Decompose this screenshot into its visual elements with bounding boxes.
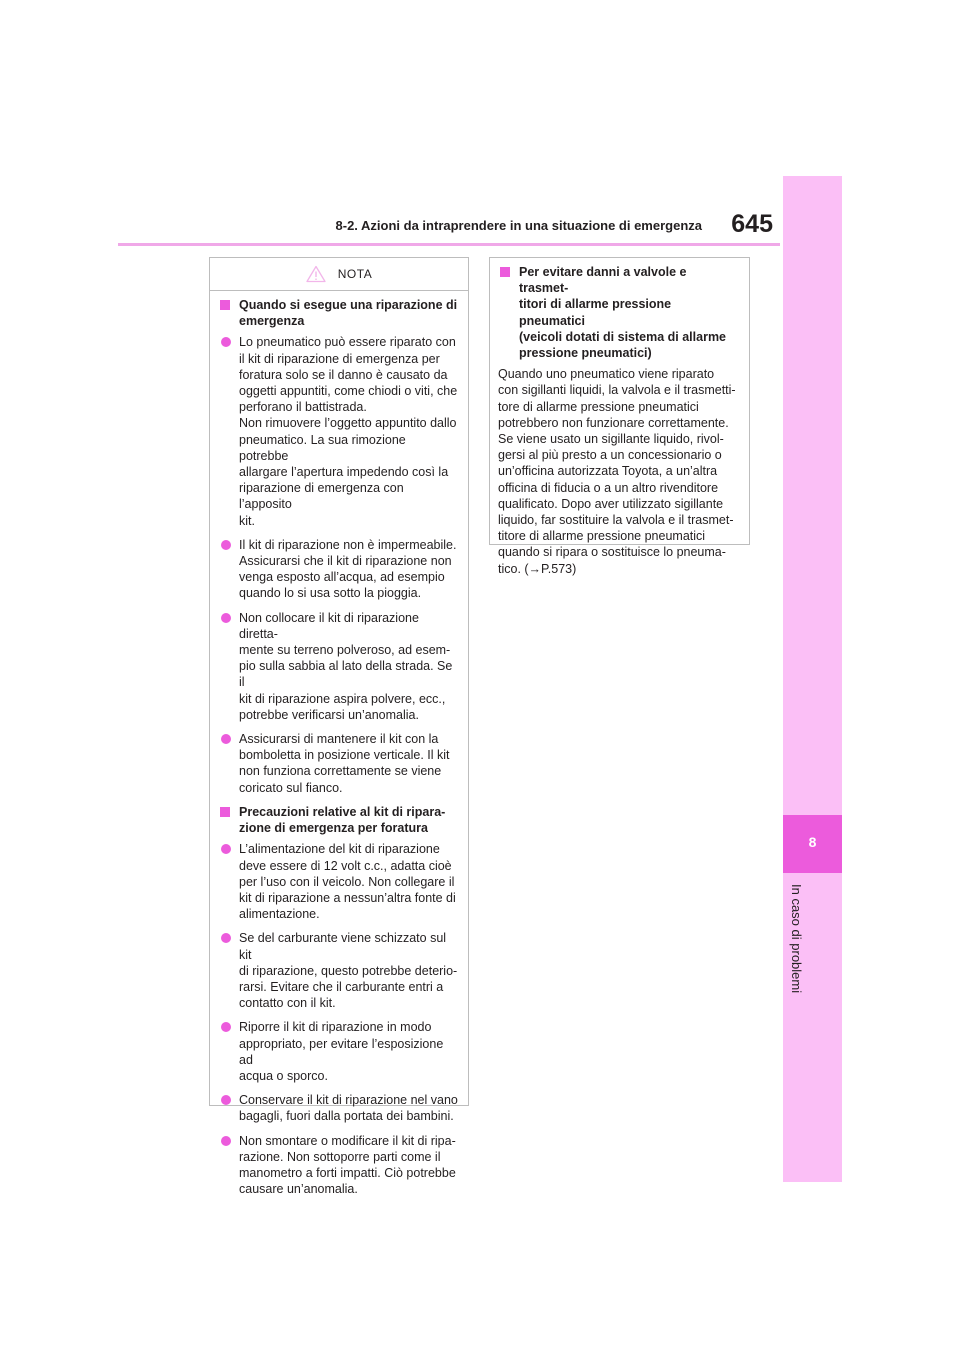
list-item: Riporre il kit di riparazione in modo appropriato, per evitare l’esposizione ad acqua o sporco. xyxy=(218,1019,458,1084)
round-bullet-icon xyxy=(221,1022,231,1032)
section-title: 8-2. Azioni da intraprendere in una situazione di emergenza xyxy=(335,218,702,233)
note-box xyxy=(209,257,469,1197)
page-number: 645 xyxy=(731,210,773,238)
list-item: Lo pneumatico può essere riparato con il kit di riparazione di emergenza per foratura solo se il danno è causato da oggetti appuntiti, come chiodi o viti, che perforano il battistrada. Non rimuovere l’oggetto appuntito dallo pneumatico. La sua rimozione potrebbe allargare l’apertura impedendo così la riparazione di emergenza con l’apposito kit. xyxy=(218,334,458,528)
round-bullet-icon xyxy=(221,734,231,744)
section-heading: Per evitare danni a valvole e trasmet- titori di allarme pressione pneumatici (veicoli dotati di sistema di allarme pressione pneumatici) xyxy=(498,264,739,361)
list-item: Se del carburante viene schizzato sul kit di riparazione, questo potrebbe deterio- rarsi. Evitare che il carburante entri a contatto con il kit. xyxy=(218,930,458,1011)
square-bullet-icon xyxy=(220,807,230,817)
chapter-side-tab xyxy=(783,176,842,1182)
round-bullet-icon xyxy=(221,1136,231,1146)
paragraph: Quando uno pneumatico viene riparato con sigillanti liquidi, la valvola e il trasmetti- tore di allarme pressione pneumatici potrebbero non funzionare correttamente. Se viene usato un sigillante liquido, rivol- gersi al più presto a un concessionario o un’officina autorizzata Toyota, a un’altra officina di fiducia o a un altro rivenditore qualificato. Dopo aver utilizzato sigillante liquido, far sostituire la valvola e il trasmet- titore di allarme pressione pneumatici quando si ripara o sostituisce lo pneuma- tico. (→P.573) xyxy=(498,367,736,576)
chapter-name: In caso di problemi xyxy=(789,884,804,994)
round-bullet-icon xyxy=(221,540,231,550)
note-title: NOTA xyxy=(337,267,373,281)
warning-triangle-icon xyxy=(306,265,326,283)
note-content xyxy=(218,291,458,1197)
note-content-continued xyxy=(498,258,739,577)
list-item: Il kit di riparazione non è impermeabile. Assicurarsi che il kit di riparazione non venga esposto all’acqua, ad esempio quando lo si usa sotto la pioggia. xyxy=(218,537,458,602)
list-item: Non collocare il kit di riparazione diretta- mente su terreno polveroso, ad esem- pio sulla sabbia al lato della strada. Se il kit di riparazione aspira polvere, ecc., potrebbe verificarsi un’anomalia. xyxy=(218,610,458,723)
round-bullet-icon xyxy=(221,933,231,943)
note-header xyxy=(210,258,468,291)
round-bullet-icon xyxy=(221,1095,231,1105)
list-item: Non smontare o modificare il kit di ripa- razione. Non sottoporre parti come il manometro a forti impatti. Ciò potrebbe causare un’anomalia. xyxy=(218,1133,458,1198)
round-bullet-icon xyxy=(221,613,231,623)
square-bullet-icon xyxy=(500,267,510,277)
header-rule xyxy=(118,243,780,246)
section-heading: Precauzioni relative al kit di ripara- zione di emergenza per foratura xyxy=(218,804,458,836)
round-bullet-icon xyxy=(221,844,231,854)
list-item: Assicurarsi di mantenere il kit con la bomboletta in posizione verticale. Il kit non funziona correttamente se viene coricato sul fianco. xyxy=(218,731,458,796)
section-heading: Quando si esegue una riparazione di emergenza xyxy=(218,297,458,329)
round-bullet-icon xyxy=(221,337,231,347)
note-box-continued xyxy=(489,257,750,576)
list-item: Conservare il kit di riparazione nel vano bagagli, fuori dalla portata dei bambini. xyxy=(218,1092,458,1124)
chapter-number: 8 xyxy=(808,834,817,850)
list-item: L’alimentazione del kit di riparazione deve essere di 12 volt c.c., adatta cioè per l’uso con il veicolo. Non collegare il kit di riparazione a nessun’altra fonte di alimentazione. xyxy=(218,841,458,922)
square-bullet-icon xyxy=(220,300,230,310)
